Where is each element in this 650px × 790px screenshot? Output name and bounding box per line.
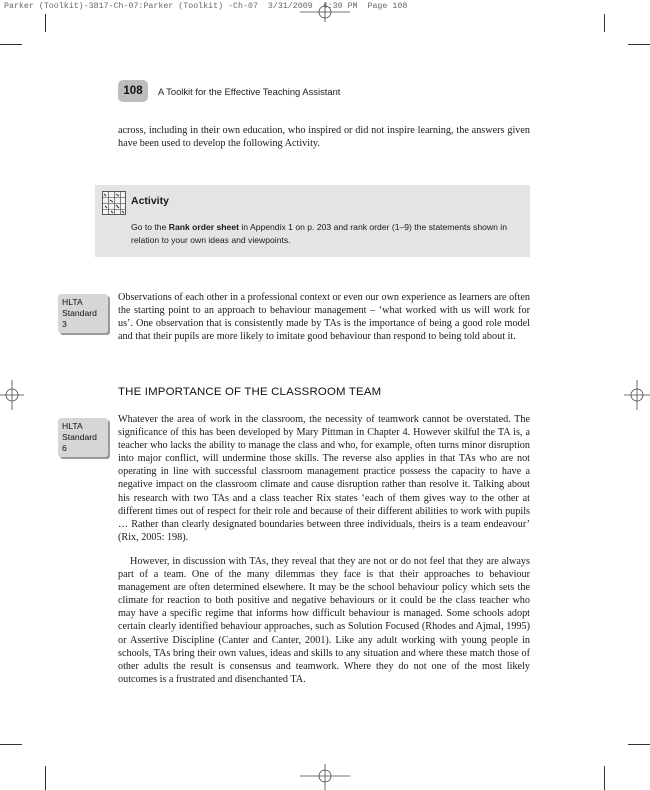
hlta-standard-number: 3	[62, 319, 67, 329]
crop-mark-bottom-left-h	[0, 744, 22, 745]
hlta-standard-label: Standard	[62, 432, 97, 442]
crop-mark-bottom-right-h	[628, 744, 650, 745]
activity-text-end: in Appendix 1 on p. 203 and rank order (1–9) the statements shown in relation to your own ideas and viewpoints.	[131, 222, 507, 245]
crop-mark-top-left-v	[45, 14, 46, 32]
hlta-standard-label: Standard	[62, 308, 97, 318]
rank-order-sheet-reference: Rank order sheet	[168, 222, 239, 232]
page-number-badge: 108	[118, 80, 148, 102]
registration-mark-right-icon	[624, 380, 650, 410]
crop-mark-bottom-right-v	[604, 766, 605, 790]
intro-paragraph: across, including in their own education, who inspired or did not inspire learning, the answers given have been used to develop the following Activity.	[118, 125, 530, 150]
activity-box	[95, 185, 530, 257]
hlta-label: HLTA	[62, 297, 83, 307]
team-paragraph-2: However, in discussion with TAs, they reveal that they are not or do not feel that they are always part of a team. One of the many dilemmas they face is that their approaches to behaviour management are often determined elsewhere. It may be the school behaviour policy which sets the climate for reaction to both positive and negative behaviours or it could be the class teacher who may have a specific regime that informs how difficult behaviour is managed. Some schools adopt certain clearly identified behaviour approaches, such as Solution Focused (Rhodes and Ajmal, 1995) or Assertive Discipline (Canter and Canter, 2001). Like any adult working with young people in schools, TAs bring their own values, ideas and skills to any situation and where these match those of other adults the result is consensus and teamwork. Where they do not one of the most likely outcomes is a frustrated and disenchanted TA.	[118, 556, 530, 685]
activity-grid-icon	[102, 191, 126, 215]
team-paragraph-1: Whatever the area of work in the classroom, the necessity of teamwork cannot be overstated. The significance of this has been developed by Mary Pittman in Chapter 4. However skilful the TA is, a teacher who lacks the ability to manage the class and who, for example, often turns minor disruption into major conflict, will undermine those skills. The reverse also applies in that TAs who are not operating in line with successful classroom management practice possess the capacity to have a negative impact on the classroom climate and cause disruption rather than resolve it. Talking about his research with two TAs and a class teacher Rix states ‘each of them gives way to the other at different times out of respect for their role and because of their different abilities to work with pupils … Rather than clearly designated boundaries between three individuals, theirs is a team endeavour’ (Rix, 2005: 198).	[118, 414, 530, 543]
hlta-label: HLTA	[62, 421, 83, 431]
printer-slug-line: Parker (Toolkit)-3817-Ch-07:Parker (Toolkit) -Ch-07 3/31/2009 4:30 PM Page 108	[4, 2, 408, 11]
registration-mark-left-icon	[0, 380, 24, 410]
section-heading: THE IMPORTANCE OF THE CLASSROOM TEAM	[118, 386, 382, 398]
crop-mark-bottom-left-v	[45, 766, 46, 790]
hlta-standard-6-tag	[58, 418, 108, 457]
activity-text-start: Go to the	[131, 222, 169, 232]
running-head-title: A Toolkit for the Effective Teaching Assistant	[158, 86, 341, 97]
registration-mark-top-icon	[300, 2, 350, 22]
crop-mark-top-left-h	[0, 44, 22, 45]
hlta-standard-3-tag	[58, 294, 108, 333]
crop-mark-top-right-h	[628, 44, 650, 45]
crop-mark-top-right-v	[604, 14, 605, 32]
observation-paragraph: Observations of each other in a professional context or even our own experience as learners are often the starting point to an approach to behaviour management – ‘what worked with us will work for us’. One observation that is consistently made by TAs is the importance of being a good role model and that their pupils are more likely to imitate good behaviour than respond to being told about it.	[118, 292, 530, 343]
activity-title: Activity	[131, 195, 169, 207]
hlta-standard-number: 6	[62, 443, 67, 453]
registration-mark-bottom-icon	[300, 764, 350, 790]
activity-instructions	[131, 221, 519, 246]
